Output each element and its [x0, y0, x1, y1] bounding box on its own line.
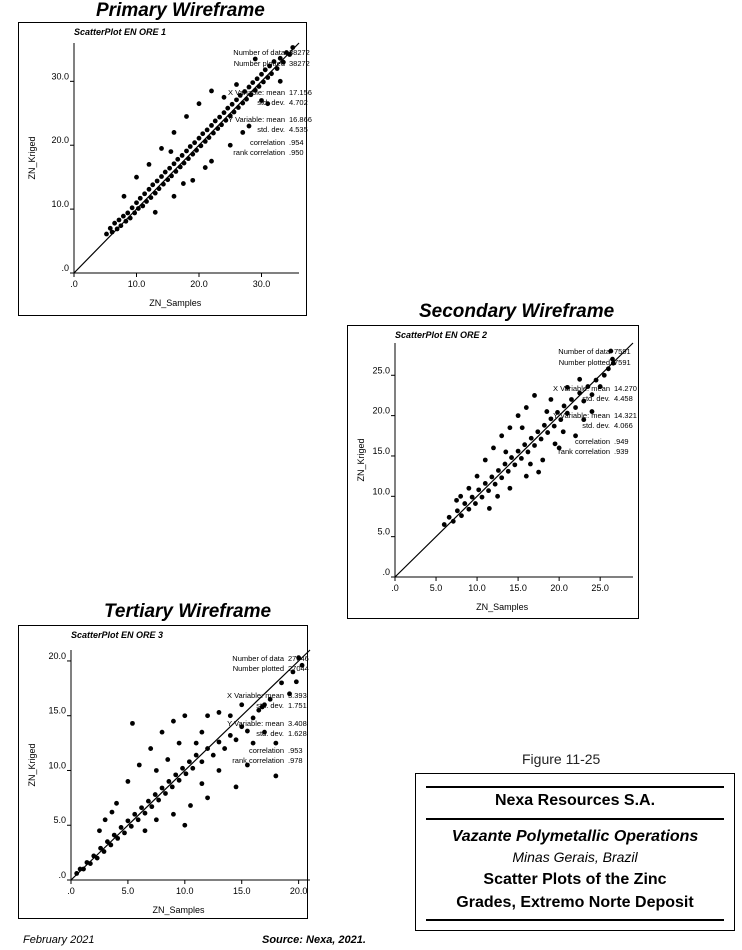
- data-point: [148, 746, 153, 751]
- data-point: [217, 740, 222, 745]
- x-tick-label: 30.0: [252, 279, 271, 289]
- chart-title: ScatterPlot EN ORE 1: [74, 27, 167, 37]
- data-point: [136, 817, 141, 822]
- data-point: [507, 425, 512, 430]
- data-point: [175, 157, 180, 162]
- stat-value: 27046: [288, 654, 309, 663]
- stat-value: 14.321: [614, 411, 637, 420]
- stat-value: 1.751: [288, 701, 307, 710]
- data-point: [171, 812, 176, 817]
- stat-label: correlation: [249, 138, 285, 147]
- data-point: [112, 221, 117, 226]
- data-point: [134, 200, 139, 205]
- data-point: [487, 506, 492, 511]
- data-point: [251, 741, 256, 746]
- stat-value: 3.393: [288, 691, 307, 700]
- data-point: [217, 768, 222, 773]
- data-point: [522, 442, 527, 447]
- data-point: [532, 443, 537, 448]
- data-point: [234, 737, 239, 742]
- data-point: [170, 785, 175, 790]
- data-point: [150, 182, 155, 187]
- data-point: [181, 181, 186, 186]
- data-point: [516, 449, 521, 454]
- y-axis-label: ZN_Kriged: [356, 438, 366, 482]
- figure-title-line1: Scatter Plots of the Zinc: [483, 871, 667, 888]
- x-tick-label: 10.0: [468, 583, 486, 593]
- stat-value: 4.535: [289, 125, 308, 134]
- data-point: [134, 175, 139, 180]
- stat-label: std. dev.: [582, 421, 610, 430]
- footer-date: February 2021: [23, 934, 95, 946]
- y-tick-label: 5.0: [53, 815, 66, 826]
- data-point: [454, 498, 459, 503]
- data-point: [173, 772, 178, 777]
- data-point: [160, 730, 165, 735]
- data-point: [188, 144, 193, 149]
- y-axis-label: ZN_Kriged: [27, 136, 37, 180]
- data-point: [542, 423, 547, 428]
- data-point: [130, 205, 135, 210]
- data-point: [180, 766, 185, 771]
- data-point: [205, 713, 210, 718]
- x-tick-label: .0: [391, 583, 399, 593]
- data-point: [561, 429, 566, 434]
- data-point: [163, 791, 168, 796]
- chart-primary-svg: [19, 23, 312, 317]
- chart-title: ScatterPlot EN ORE 3: [71, 630, 164, 640]
- data-point: [165, 757, 170, 762]
- y-tick-label: .0: [58, 870, 66, 880]
- y-tick-label: 15.0: [48, 705, 66, 716]
- data-point: [524, 405, 529, 410]
- data-point: [217, 115, 222, 120]
- data-point: [129, 824, 134, 829]
- data-point: [159, 174, 164, 179]
- data-point: [190, 766, 195, 771]
- data-point: [228, 713, 233, 718]
- y-tick-label: .0: [61, 263, 69, 273]
- heading-tertiary: Tertiary Wireframe: [104, 601, 272, 622]
- data-point: [509, 455, 514, 460]
- data-point: [222, 746, 227, 751]
- data-point: [205, 127, 210, 132]
- data-point: [160, 786, 165, 791]
- stat-value: 7591: [614, 347, 631, 356]
- data-point: [473, 501, 478, 506]
- data-point: [142, 191, 147, 196]
- data-point: [495, 494, 500, 499]
- x-tick-label: .0: [70, 279, 78, 289]
- operation-name: Vazante Polymetallic Operations: [451, 828, 699, 845]
- data-point: [147, 187, 152, 192]
- x-axis-label: ZN_Samples: [476, 602, 529, 612]
- data-point: [163, 170, 168, 175]
- data-point: [143, 811, 148, 816]
- stat-value: 4.458: [614, 394, 633, 403]
- data-point: [259, 72, 264, 77]
- x-tick-label: 5.0: [429, 583, 443, 593]
- location: Minas Gerais, Brazil: [512, 849, 638, 865]
- stat-label: Number of data: [232, 654, 284, 663]
- stat-label: Number of data: [558, 347, 610, 356]
- data-point: [462, 501, 467, 506]
- stat-label: std. dev.: [257, 125, 285, 134]
- data-point: [122, 194, 127, 199]
- stat-value: 4.066: [614, 421, 633, 430]
- figure-title-line2: Grades, Extremo Norte Deposit: [456, 894, 694, 911]
- data-point: [194, 753, 199, 758]
- data-point: [177, 778, 182, 783]
- stat-label: X Variable: mean: [227, 691, 284, 700]
- x-tick-label: 15.0: [232, 886, 251, 896]
- data-point: [153, 210, 158, 215]
- y-tick-label: 30.0: [51, 71, 69, 82]
- data-point: [506, 469, 511, 474]
- footer-source: Source: Nexa, 2021.: [262, 934, 366, 946]
- data-point: [466, 507, 471, 512]
- data-point: [217, 710, 222, 715]
- stat-value: 1.628: [288, 729, 307, 738]
- chart-tertiary-svg: [19, 626, 309, 920]
- stat-value: 27044: [288, 664, 309, 673]
- data-point: [247, 124, 252, 129]
- stat-label: Y Variable: mean: [228, 115, 285, 124]
- data-point: [182, 823, 187, 828]
- chart-tertiary: [18, 625, 308, 919]
- stat-value: .939: [614, 447, 629, 456]
- data-point: [188, 803, 193, 808]
- data-point: [199, 781, 204, 786]
- data-point: [117, 218, 122, 223]
- stat-value: 16.866: [289, 115, 312, 124]
- data-point: [167, 166, 172, 171]
- stat-label: correlation: [248, 746, 284, 755]
- data-point: [139, 805, 144, 810]
- data-point: [209, 123, 214, 128]
- stat-value: .950: [289, 148, 304, 157]
- data-point: [228, 733, 233, 738]
- data-point: [458, 494, 463, 499]
- stat-label: Number plotted: [558, 358, 610, 367]
- data-point: [132, 812, 137, 817]
- data-point: [209, 89, 214, 94]
- data-point: [273, 741, 278, 746]
- data-point: [97, 828, 102, 833]
- data-point: [499, 433, 504, 438]
- data-point: [121, 214, 126, 219]
- data-point: [168, 149, 173, 154]
- stat-label: std. dev.: [256, 729, 284, 738]
- data-point: [496, 468, 501, 473]
- data-point: [240, 130, 245, 135]
- data-point: [480, 495, 485, 500]
- y-tick-label: 5.0: [377, 526, 390, 537]
- stat-value: .978: [288, 756, 303, 765]
- x-tick-label: 20.0: [550, 583, 568, 593]
- data-point: [184, 771, 189, 776]
- data-point: [263, 67, 268, 72]
- x-tick-label: 5.0: [121, 886, 135, 896]
- data-point: [499, 475, 504, 480]
- data-point: [273, 774, 278, 779]
- data-point: [192, 140, 197, 145]
- y-tick-label: 10.0: [51, 199, 69, 210]
- data-point: [222, 110, 227, 115]
- data-point: [149, 804, 154, 809]
- data-point: [535, 429, 540, 434]
- heading-primary: Primary Wireframe: [96, 0, 265, 21]
- y-tick-label: 20.0: [372, 405, 390, 416]
- data-point: [153, 792, 158, 797]
- data-point: [234, 785, 239, 790]
- stat-label: rank correlation: [233, 148, 285, 157]
- stat-label: std. dev.: [582, 394, 610, 403]
- data-point: [228, 143, 233, 148]
- data-point: [255, 76, 260, 81]
- data-point: [114, 801, 119, 806]
- data-point: [526, 450, 531, 455]
- data-point: [553, 441, 558, 446]
- stat-value: 38272: [289, 59, 310, 68]
- stat-value: 7591: [614, 358, 631, 367]
- stat-value: 38272: [289, 48, 310, 57]
- chart-secondary: [347, 325, 639, 619]
- data-point: [126, 818, 131, 823]
- data-point: [503, 450, 508, 455]
- data-point: [552, 424, 557, 429]
- data-point: [180, 153, 185, 158]
- data-point: [239, 702, 244, 707]
- data-point: [503, 462, 508, 467]
- data-point: [562, 404, 567, 409]
- y-tick-label: 20.0: [48, 650, 66, 661]
- data-point: [122, 831, 127, 836]
- data-point: [197, 136, 202, 141]
- data-point: [213, 119, 218, 124]
- data-point: [156, 798, 161, 803]
- data-point: [199, 730, 204, 735]
- data-point: [532, 393, 537, 398]
- data-point: [234, 97, 239, 102]
- data-point: [211, 753, 216, 758]
- stat-label: Number of data: [233, 48, 285, 57]
- data-point: [539, 437, 544, 442]
- data-point: [184, 114, 189, 119]
- data-point: [279, 680, 284, 685]
- stat-value: 4.702: [289, 98, 308, 107]
- title-rule-top: [426, 786, 724, 788]
- data-point: [520, 425, 525, 430]
- data-point: [104, 232, 109, 237]
- stat-value: 14.270: [614, 384, 637, 393]
- x-tick-label: 10.0: [127, 279, 146, 289]
- x-tick-label: 20.0: [289, 886, 308, 896]
- data-point: [483, 481, 488, 486]
- data-point: [507, 486, 512, 491]
- data-point: [197, 101, 202, 106]
- data-point: [466, 486, 471, 491]
- data-point: [199, 759, 204, 764]
- reference-line: [395, 343, 633, 577]
- x-tick-label: 15.0: [509, 583, 527, 593]
- title-rule-bottom: [426, 919, 724, 921]
- data-point: [447, 515, 452, 520]
- data-point: [577, 377, 582, 382]
- data-point: [126, 779, 131, 784]
- data-point: [549, 397, 554, 402]
- data-point: [222, 95, 227, 100]
- reference-line: [71, 650, 310, 880]
- stat-label: X Variable: mean: [228, 88, 285, 97]
- y-tick-label: .0: [382, 567, 390, 577]
- data-point: [125, 211, 130, 216]
- data-point: [519, 456, 524, 461]
- data-point: [491, 445, 496, 450]
- data-point: [512, 462, 517, 467]
- y-tick-label: 25.0: [372, 365, 390, 376]
- data-point: [147, 162, 152, 167]
- stat-value: 17.156: [289, 88, 312, 97]
- data-point: [137, 763, 142, 768]
- y-tick-label: 15.0: [372, 445, 390, 456]
- stat-label: Y Variable: mean: [227, 719, 284, 728]
- data-point: [177, 741, 182, 746]
- title-rule-middle: [426, 818, 724, 820]
- data-point: [540, 458, 545, 463]
- reference-line: [74, 43, 299, 273]
- data-point: [146, 799, 151, 804]
- data-point: [203, 165, 208, 170]
- y-tick-label: 20.0: [51, 135, 69, 146]
- stat-label: rank correlation: [232, 756, 284, 765]
- x-tick-label: 10.0: [176, 886, 194, 896]
- data-point: [278, 79, 283, 84]
- data-point: [172, 161, 177, 166]
- data-point: [209, 159, 214, 164]
- data-point: [154, 768, 159, 773]
- data-point: [234, 82, 239, 87]
- x-tick-label: 20.0: [190, 279, 208, 289]
- data-point: [230, 102, 235, 107]
- company-name: Nexa Resources S.A.: [494, 792, 656, 809]
- data-point: [294, 679, 299, 684]
- data-point: [524, 474, 529, 479]
- stat-value: 3.408: [288, 719, 307, 728]
- chart-primary: [18, 22, 312, 316]
- stat-label: std. dev.: [256, 701, 284, 710]
- data-point: [159, 146, 164, 151]
- data-point: [143, 828, 148, 833]
- data-point: [544, 409, 549, 414]
- data-point: [245, 729, 250, 734]
- data-point: [516, 413, 521, 418]
- y-tick-label: 10.0: [48, 760, 66, 771]
- x-tick-label: 25.0: [591, 583, 609, 593]
- data-point: [573, 405, 578, 410]
- chart-secondary-svg: [348, 326, 640, 620]
- stat-label: std. dev.: [257, 98, 285, 107]
- data-point: [194, 741, 199, 746]
- data-point: [182, 713, 187, 718]
- data-point: [187, 759, 192, 764]
- data-point: [155, 179, 160, 184]
- data-point: [171, 719, 176, 724]
- data-point: [200, 131, 205, 136]
- figure-label: Figure 11-25: [522, 751, 601, 767]
- stat-value: .949: [614, 437, 629, 446]
- data-point: [493, 482, 498, 487]
- title-block: [415, 773, 735, 931]
- data-point: [138, 196, 143, 201]
- stat-value: .953: [288, 746, 303, 755]
- data-point: [250, 80, 255, 85]
- chart-title: ScatterPlot EN ORE 2: [395, 330, 488, 340]
- data-point: [205, 795, 210, 800]
- data-point: [172, 130, 177, 135]
- data-point: [545, 430, 550, 435]
- stat-label: Number plotted: [233, 59, 285, 68]
- x-tick-label: .0: [67, 886, 75, 896]
- stat-value: .954: [289, 138, 304, 147]
- data-point: [103, 817, 108, 822]
- data-point: [154, 817, 159, 822]
- data-point: [184, 149, 189, 154]
- data-point: [225, 106, 230, 111]
- data-point: [489, 475, 494, 480]
- heading-secondary: Secondary Wireframe: [419, 301, 615, 322]
- data-point: [172, 194, 177, 199]
- data-point: [119, 825, 124, 830]
- data-point: [476, 487, 481, 492]
- data-point: [110, 810, 115, 815]
- x-axis-label: ZN_Samples: [149, 298, 202, 308]
- y-axis-label: ZN_Kriged: [27, 743, 37, 787]
- y-tick-label: 10.0: [372, 486, 390, 497]
- data-point: [536, 470, 541, 475]
- data-point: [486, 488, 491, 493]
- data-point: [483, 458, 488, 463]
- data-point: [190, 178, 195, 183]
- stat-label: X Variable: mean: [553, 384, 610, 393]
- x-axis-label: ZN_Samples: [152, 905, 205, 915]
- stat-label: correlation: [574, 437, 610, 446]
- data-point: [529, 436, 534, 441]
- stat-label: Number plotted: [232, 664, 284, 673]
- data-point: [166, 779, 171, 784]
- stat-label: rank correlation: [558, 447, 610, 456]
- data-point: [528, 462, 533, 467]
- data-point: [455, 508, 460, 513]
- data-point: [130, 721, 135, 726]
- data-point: [475, 474, 480, 479]
- stat-label: Y Variable: mean: [553, 411, 610, 420]
